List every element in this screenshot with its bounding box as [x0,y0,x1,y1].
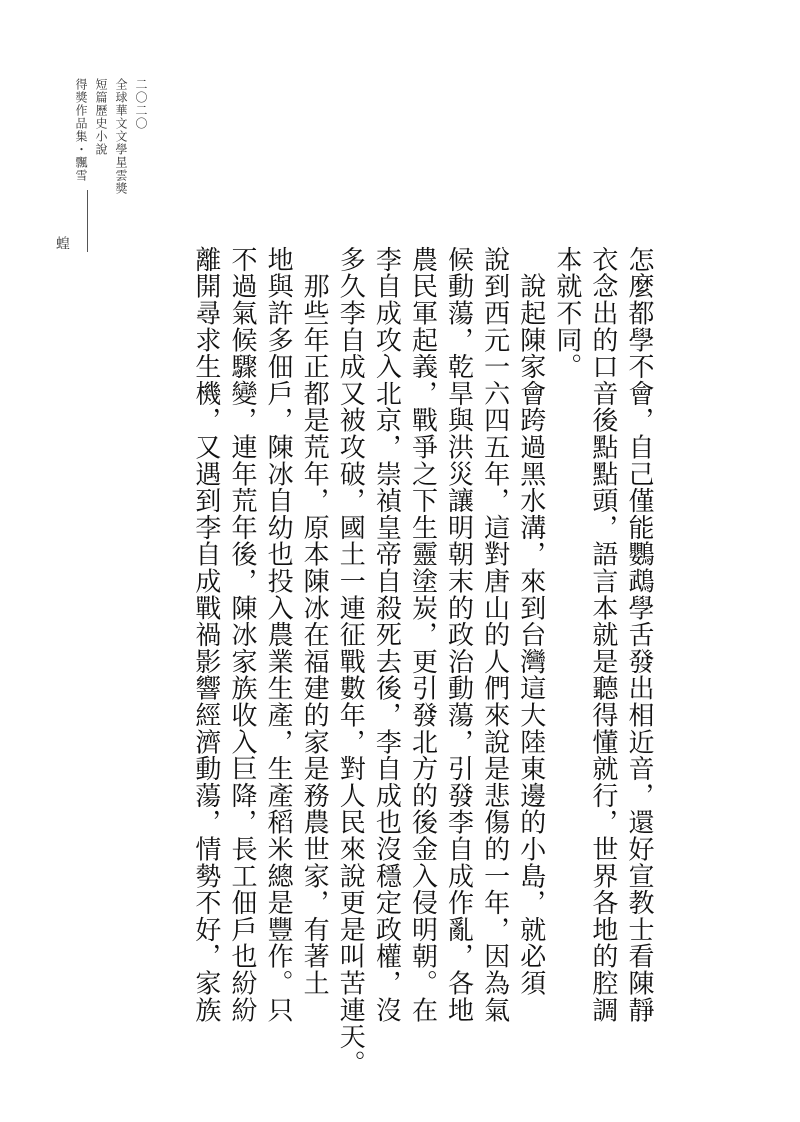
text-column: 不過氣候驟變，連年荒年後，陳冰家族收入巨降，長工佃戶也紛紛 [226,246,257,1024]
header-year: 二〇二〇 [134,78,148,130]
header-category: 短篇歷史小說 [94,78,108,156]
header-dash-divider [87,190,88,252]
header-award-name: 全球華文文學星雲獎 [114,78,128,195]
text-column: 農民軍起義，戰爭之下生靈塗炭，更引發北方的後金入侵明朝。在 [407,246,438,1024]
text-column: 說到西元一六四五年，這對唐山的人們來說是悲傷的一年，因為氣 [479,246,510,1024]
text-column: 候動蕩，乾旱與洪災讓明朝末的政治動蕩，引發李自成作亂，各地 [443,246,474,1024]
text-column: 怎麼都學不會，自己僅能鸚鵡學舌發出相近音，還好宣教士看陳靜 [624,246,654,1024]
text-column: 說起陳家會跨過黑水溝，來到台灣這大陸東邊的小島，就必須 [515,246,546,997]
text-column: 李自成攻入北京，崇禎皇帝自殺死去後，李自成也沒穩定政權，沒 [371,246,402,1024]
text-column: 那些年正都是荒年，原本陳冰在福建的家是務農世家，有著土 [299,246,330,997]
text-column: 本就不同。 [551,246,582,380]
text-column: 離開尋求生機，又遇到李自成戰禍影響經濟動蕩，情勢不好，家族 [190,246,221,1024]
chapter-title: 蝗 [54,236,70,250]
text-column: 多久李自成又被攻破，國土一連征戰數年，對人民來說更是叫苦連天。 [335,246,366,1077]
header-collection-text: 得獎作品集・飄雪 [74,78,88,182]
text-column: 衣念出的口音後點點頭，語言本就是聽得懂就行，世界各地的腔調 [587,246,618,1024]
body-text [190,246,654,1077]
header-collection-title [74,78,88,268]
text-column: 地與許多佃戶，陳冰自幼也投入農業生產，生產稻米總是豐作。只 [263,246,294,1024]
